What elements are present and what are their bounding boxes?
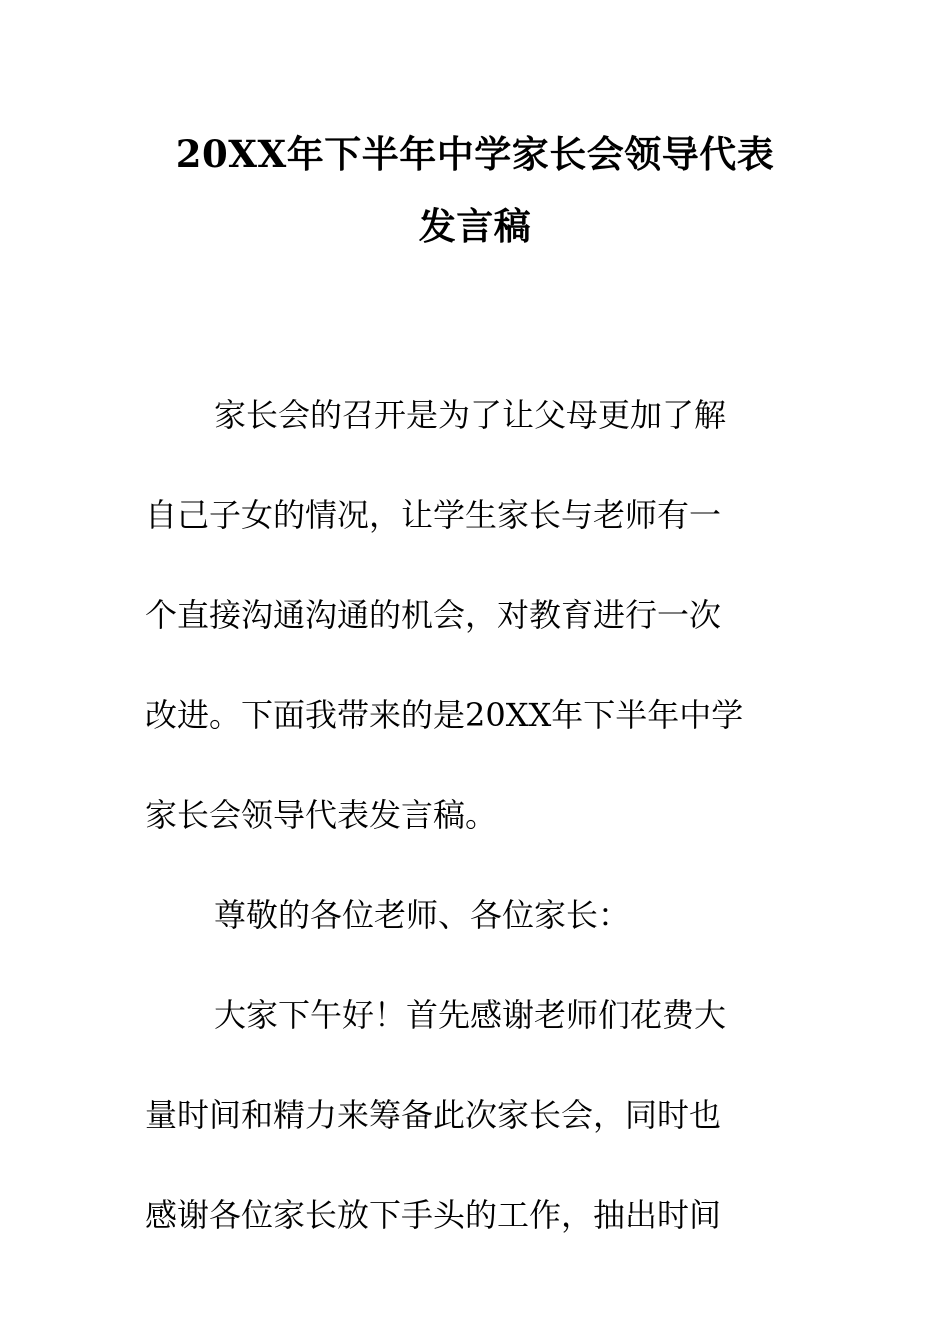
body-line-8: 量时间和精力来筹备此次家长会，同时也 xyxy=(145,1096,722,1134)
document-body xyxy=(145,365,795,1265)
body-line-3: 个直接沟通沟通的机会，对教育进行一次 xyxy=(145,596,722,634)
body-line-2: 自己子女的情况，让学生家长与老师有一 xyxy=(145,496,722,534)
body-line-7: 大家下午好！首先感谢老师们花费大 xyxy=(214,996,727,1034)
body-line-1: 家长会的召开是为了让父母更加了解 xyxy=(214,396,727,434)
body-line-6: 尊敬的各位老师、各位家长： xyxy=(214,896,631,934)
body-line-4: 改进。下面我带来的是20XX年下半年中学 xyxy=(145,696,744,734)
body-line-5: 家长会领导代表发言稿。 xyxy=(145,796,498,834)
document-title xyxy=(145,118,805,262)
title-line-2: 发言稿 xyxy=(418,204,532,248)
body-line-9: 感谢各位家长放下手头的工作，抽出时间 xyxy=(145,1196,722,1234)
title-line-1: 20XX年下半年中学家长会领导代表 xyxy=(175,132,775,176)
